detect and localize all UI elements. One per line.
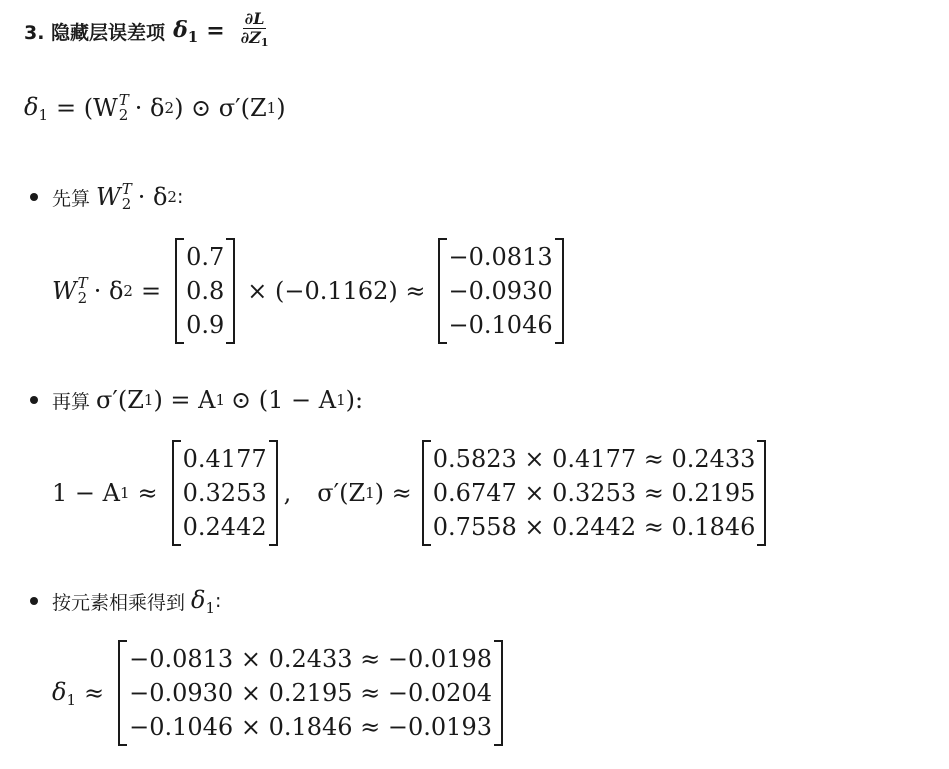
matrix-cell: 0.6747 × 0.3253 ≈ 0.2195 bbox=[432, 479, 756, 507]
step2-comma: , bbox=[283, 479, 292, 507]
step2-expr-sub: 1 bbox=[143, 391, 154, 409]
step2-sig-sub: 1 bbox=[365, 484, 375, 502]
bullet-3 bbox=[30, 597, 38, 605]
step2-lhs: 1 − A bbox=[52, 479, 120, 507]
matrix-cell: −0.1046 bbox=[448, 311, 553, 339]
step1-w-indices: T 2 bbox=[121, 180, 132, 213]
step1-lhs-w: W bbox=[52, 277, 77, 305]
matrix-cell: −0.0930 × 0.2195 ≈ −0.0204 bbox=[129, 679, 492, 707]
step1-lhs-indices: T 2 bbox=[77, 274, 88, 307]
step2-lhs-sub: 1 bbox=[119, 484, 130, 502]
heading-delta: $\delta_1$ bbox=[173, 16, 199, 46]
fraction-denominator: ∂Z1 bbox=[240, 28, 269, 49]
step2-result bbox=[422, 440, 767, 546]
step1-label: 先算 bbox=[52, 187, 91, 210]
step1-dot-delta: · δ bbox=[137, 183, 168, 211]
matrix-cell: 0.3253 bbox=[182, 479, 267, 507]
fraction-numerator: ∂L bbox=[244, 9, 265, 28]
step1-d-sub: 2 bbox=[167, 188, 177, 206]
matrix-cell: 0.2442 bbox=[182, 513, 267, 541]
step3-delta: $\delta_1$ bbox=[191, 585, 216, 617]
step3-result bbox=[118, 640, 503, 746]
matrix-cell: −0.0813 × 0.2433 ≈ −0.0198 bbox=[129, 645, 492, 673]
step2-expr: σ′(Z bbox=[96, 386, 144, 414]
section-heading bbox=[24, 10, 269, 52]
matrix-cell: 0.9 bbox=[186, 311, 225, 339]
step2-a-sub: 1 bbox=[215, 391, 226, 409]
bullet-2 bbox=[30, 396, 38, 404]
main-eq-part-d: ) bbox=[276, 94, 286, 122]
step2-expr-end: ⊙ (1 − A bbox=[231, 386, 337, 414]
step2-close: ): bbox=[345, 386, 364, 414]
step3-label: 按元素相乘得到 bbox=[52, 591, 186, 614]
step3-approx: ≈ bbox=[84, 679, 105, 707]
step2-vector bbox=[172, 440, 278, 546]
heading-equals: = bbox=[206, 18, 225, 44]
step2-approx: ≈ bbox=[137, 479, 158, 507]
main-eq-d2-sub: 2 bbox=[164, 99, 175, 117]
step1-lhs-d-sub: 2 bbox=[123, 282, 133, 300]
matrix-cell: −0.0813 bbox=[448, 243, 553, 271]
step1-vector bbox=[175, 238, 235, 344]
matrix-cell: −0.0930 bbox=[448, 277, 553, 305]
step3-heading bbox=[52, 584, 221, 618]
step2-heading bbox=[52, 383, 363, 417]
step2-sig-close: ) ≈ bbox=[374, 479, 412, 507]
matrix-cell: 0.8 bbox=[186, 277, 225, 305]
heading-text: 3. 隐藏层误差项 bbox=[24, 21, 166, 44]
step3-lhs: $\delta_1$ bbox=[52, 677, 76, 709]
step1-times: × (−0.1162) ≈ bbox=[247, 277, 426, 305]
step3-colon: : bbox=[215, 590, 222, 612]
matrix-cell: 0.4177 bbox=[182, 445, 267, 473]
step1-lhs-rest: · δ bbox=[93, 277, 124, 305]
step2-label: 再算 bbox=[52, 390, 91, 413]
step1-w: W bbox=[96, 183, 121, 211]
main-eq-lhs: $\delta_1$ bbox=[24, 92, 48, 124]
matrix-cell: −0.1046 × 0.1846 ≈ −0.0193 bbox=[129, 713, 492, 741]
main-eq-part-b: · δ bbox=[134, 94, 165, 122]
main-eq-part-a: = (W bbox=[56, 94, 118, 122]
step1-result bbox=[438, 238, 564, 344]
main-eq-z-sub: 1 bbox=[266, 99, 277, 117]
main-eq-w-indices: T 2 bbox=[118, 91, 129, 124]
step1-equals: = bbox=[140, 277, 162, 305]
step1-equation bbox=[52, 238, 570, 344]
step1-colon: : bbox=[176, 186, 184, 208]
step3-equation bbox=[52, 640, 509, 746]
matrix-cell: 0.7558 × 0.2442 ≈ 0.1846 bbox=[432, 513, 756, 541]
step2-equation bbox=[52, 440, 772, 546]
main-equation bbox=[24, 88, 286, 128]
step1-heading bbox=[52, 180, 183, 214]
matrix-cell: 0.7 bbox=[186, 243, 225, 271]
step2-expr-rest: ) = A bbox=[153, 386, 216, 414]
matrix-cell: 0.5823 × 0.4177 ≈ 0.2433 bbox=[432, 445, 756, 473]
heading-fraction bbox=[241, 10, 269, 52]
step2-sig: σ′(Z bbox=[317, 479, 366, 507]
step2-a2-sub: 1 bbox=[336, 391, 346, 409]
main-eq-part-c: ) ⊙ σ′(Z bbox=[174, 94, 267, 122]
bullet-1 bbox=[30, 193, 38, 201]
